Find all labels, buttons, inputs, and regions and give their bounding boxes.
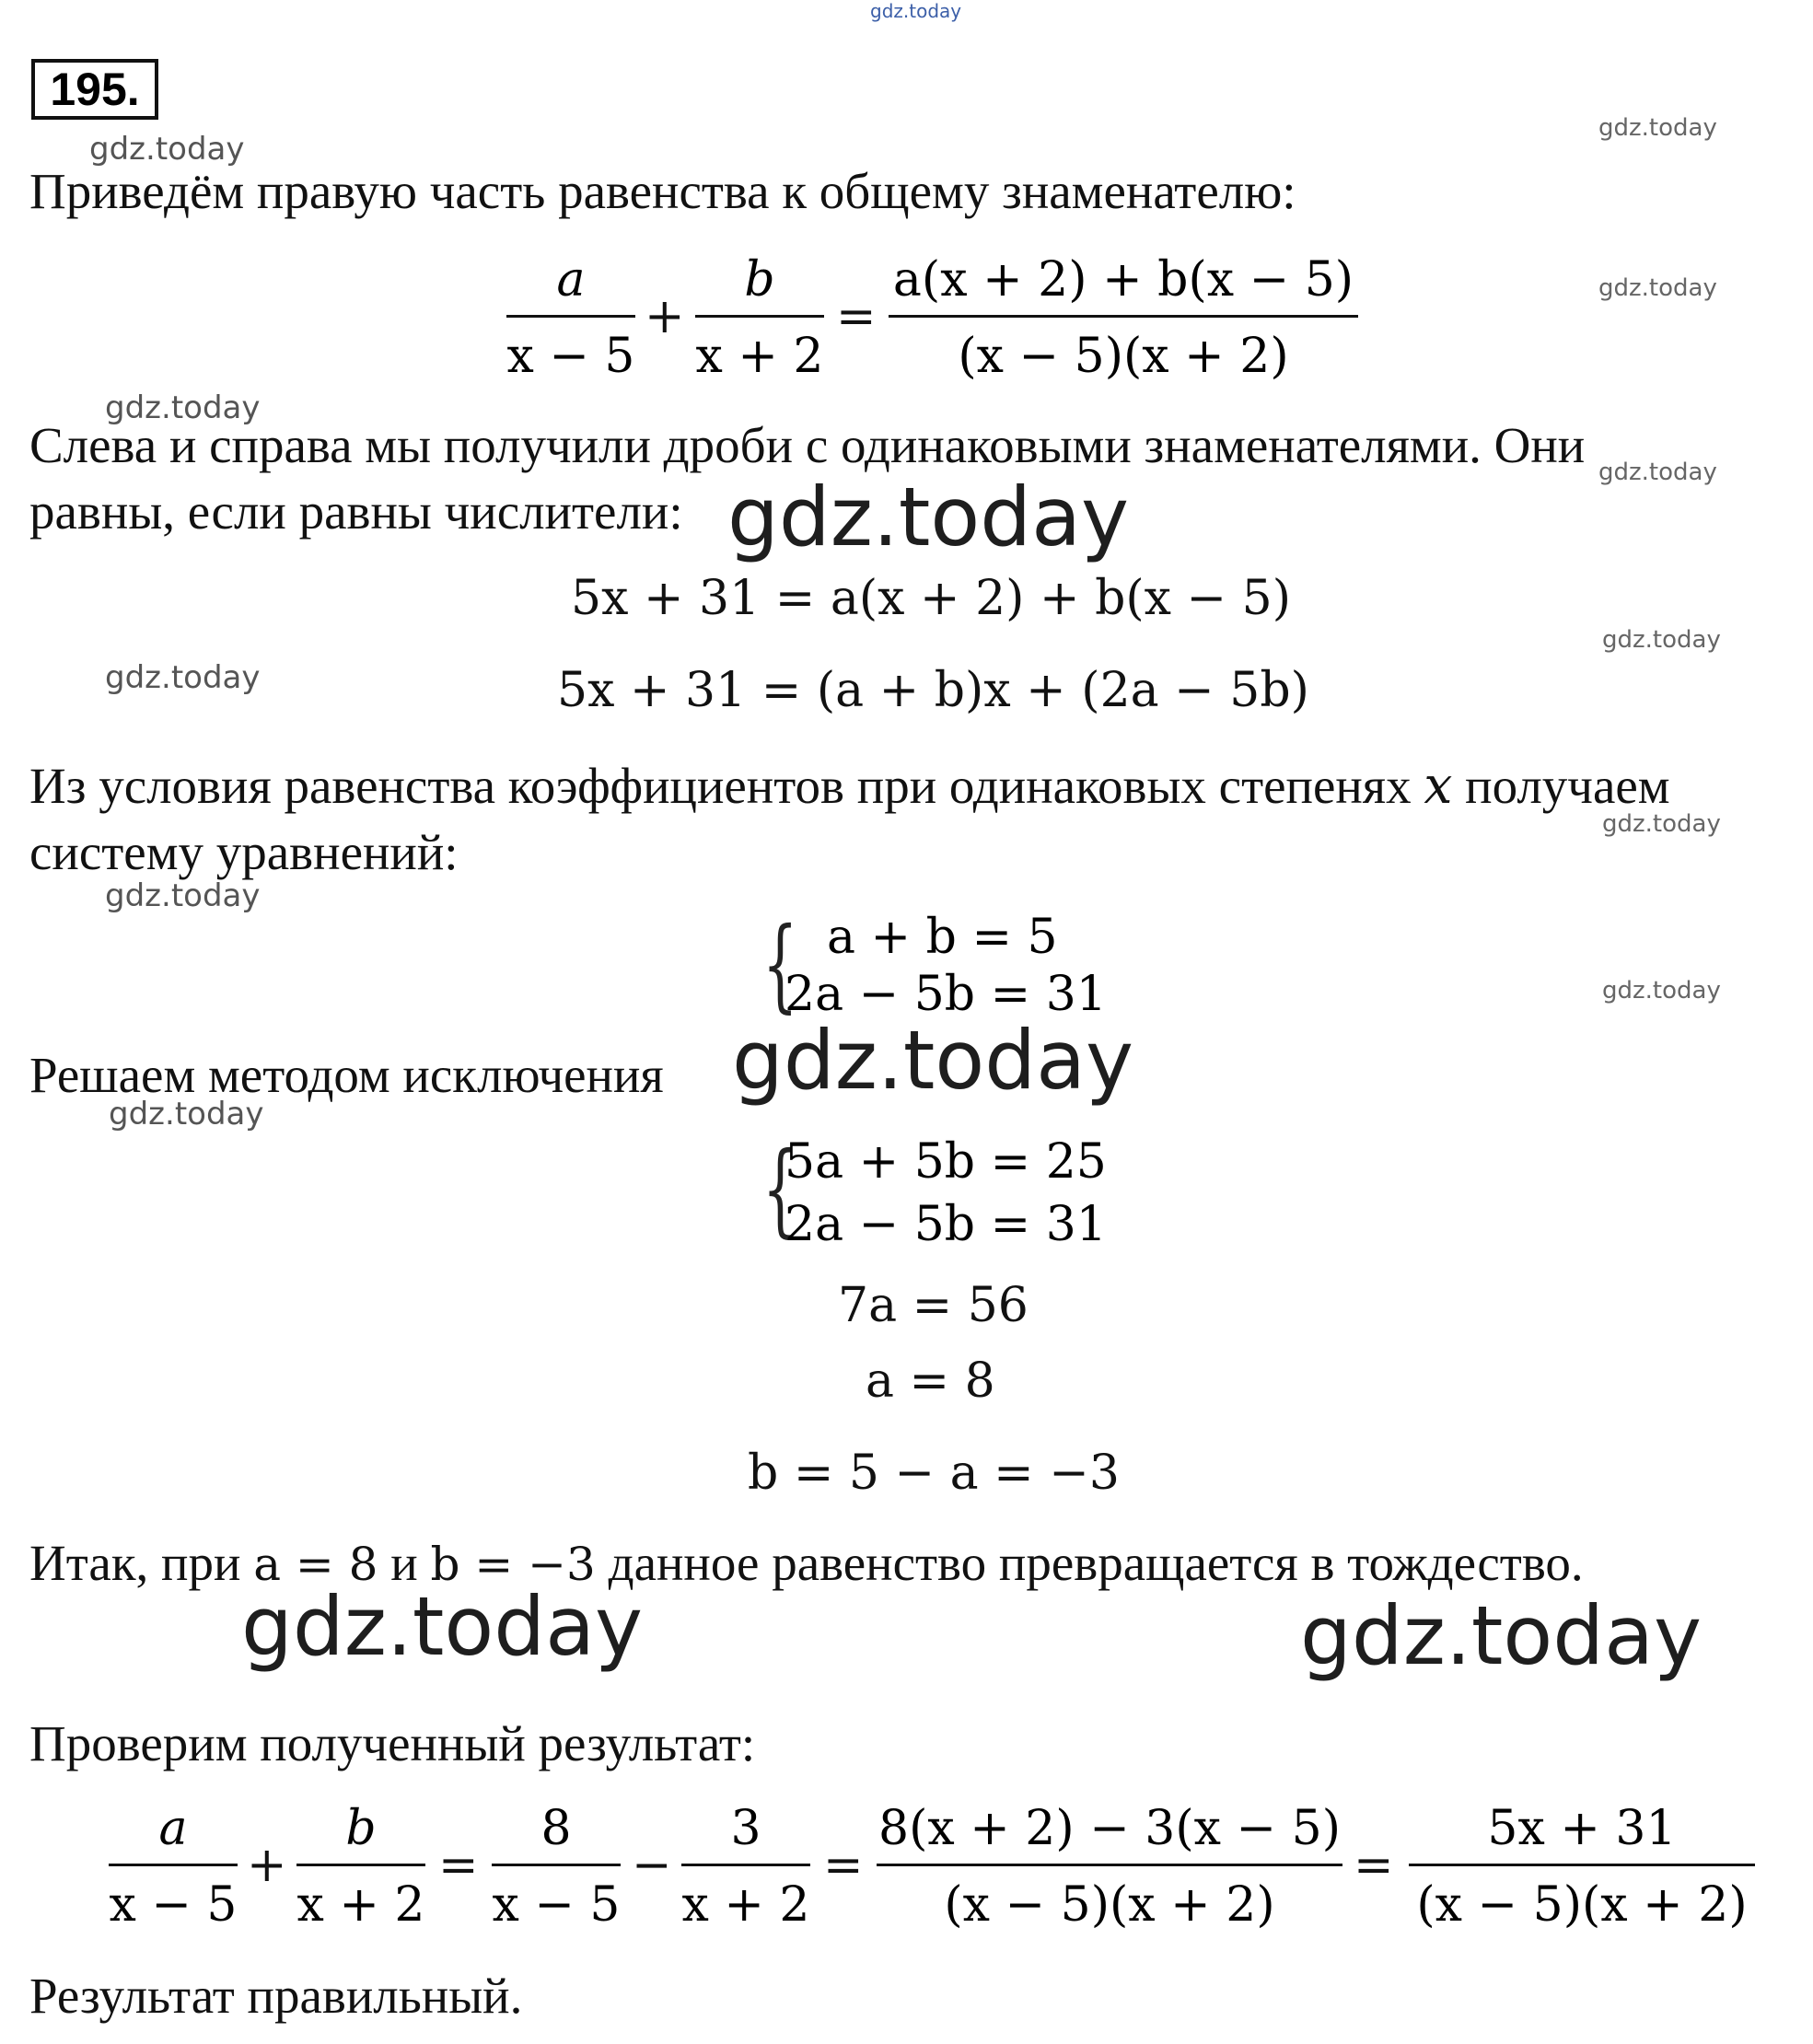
equals-sign: = — [836, 289, 877, 344]
check-fraction-3 — [681, 1801, 810, 1933]
paragraph-text: данное равенство превращается в тождество. — [608, 1535, 1584, 1591]
watermark-large: gdz.today — [241, 1579, 644, 1674]
plus-sign: + — [247, 1838, 287, 1893]
paragraph-coefficients — [29, 756, 1670, 815]
fraction-b-over-x-plus-2 — [695, 252, 824, 384]
denominator: (x − 5)(x + 2) — [1416, 1877, 1748, 1933]
numerator: b — [744, 252, 775, 308]
paragraph-conclusion — [29, 1535, 1584, 1591]
system-of-equations-2 — [762, 1130, 1131, 1258]
numerator: 8 — [540, 1801, 572, 1856]
watermark: gdz.today — [1598, 459, 1717, 486]
watermark: gdz.today — [89, 131, 245, 168]
watermark: gdz.today — [1602, 977, 1721, 1005]
numerator: 3 — [730, 1801, 761, 1856]
watermark: gdz.today — [1602, 810, 1721, 838]
value-a: a = 8 — [253, 1538, 378, 1591]
system-row: 5a + 5b = 25 — [784, 1134, 1107, 1190]
watermark: gdz.today — [109, 1096, 264, 1132]
equals-sign: = — [438, 1838, 479, 1893]
fraction-a-over-x-minus-5 — [506, 252, 635, 384]
watermark: gdz.today — [105, 389, 261, 426]
check-fraction-a — [109, 1801, 238, 1933]
equals-sign: = — [823, 1838, 864, 1893]
check-fraction-combined — [877, 1801, 1342, 1933]
numerator: 5x + 31 — [1487, 1801, 1677, 1856]
value-b: b = −3 — [430, 1538, 596, 1591]
paragraph-check: Проверим полученный результат: — [29, 1715, 756, 1771]
fraction-combined — [889, 252, 1358, 384]
system-of-equations-1 — [762, 905, 1131, 1033]
denominator: x − 5 — [506, 329, 635, 384]
site-header-watermark: gdz.today — [870, 0, 962, 22]
paragraph-text: Из условия равенства коэффициентов при одинаковых степенях — [29, 758, 1412, 814]
watermark: gdz.today — [1602, 626, 1721, 654]
equals-sign: = — [1354, 1838, 1394, 1893]
problem-number: 195. — [31, 59, 158, 120]
brace-icon: { — [762, 1130, 798, 1248]
watermark: gdz.today — [1598, 114, 1717, 142]
plus-sign: + — [645, 289, 685, 344]
watermark: gdz.today — [105, 877, 261, 914]
variable-x: x — [1424, 756, 1453, 815]
paragraph-system: систему уравнений: — [29, 824, 459, 880]
denominator: x + 2 — [296, 1877, 425, 1933]
paragraph-result-correct: Результат правильный. — [29, 1968, 523, 2024]
paragraph-text: Итак, при — [29, 1535, 241, 1591]
system-row: a + b = 5 — [827, 910, 1058, 965]
paragraph-elimination-method: Решаем методом исключения — [29, 1047, 664, 1103]
check-fraction-8 — [492, 1801, 621, 1933]
step-b: b = 5 − a = −3 — [748, 1446, 1120, 1501]
watermark-large: gdz.today — [1300, 1588, 1703, 1683]
paragraph-numerators-equal: равны, если равны числители: — [29, 483, 683, 540]
watermark-large: gdz.today — [732, 1013, 1134, 1108]
watermark: gdz.today — [105, 659, 261, 696]
denominator: x + 2 — [695, 329, 824, 384]
minus-sign: − — [632, 1838, 672, 1893]
watermark: gdz.today — [1598, 274, 1717, 302]
numerator: a — [556, 252, 586, 308]
equation-numerators: 5x + 31 = a(x + 2) + b(x − 5) — [571, 571, 1291, 626]
numerator: b — [345, 1801, 377, 1856]
denominator: x + 2 — [681, 1877, 810, 1933]
watermark-large: gdz.today — [727, 470, 1130, 564]
check-fraction-result — [1409, 1801, 1755, 1933]
denominator: x − 5 — [109, 1877, 238, 1933]
numerator: a — [158, 1801, 188, 1856]
brace-icon: { — [762, 905, 798, 1023]
paragraph-text: получаем — [1465, 758, 1670, 814]
step-7a: 7a = 56 — [838, 1278, 1029, 1333]
paragraph-same-denominators: Слева и справа мы получили дроби с одинаковыми знаменателями. Они — [29, 417, 1586, 473]
numerator: 8(x + 2) − 3(x − 5) — [877, 1801, 1342, 1856]
check-fraction-b — [296, 1801, 425, 1933]
equation-expanded: 5x + 31 = (a + b)x + (2a − 5b) — [557, 663, 1309, 718]
denominator: (x − 5)(x + 2) — [958, 329, 1289, 384]
denominator: (x − 5)(x + 2) — [944, 1877, 1275, 1933]
numerator: a(x + 2) + b(x − 5) — [892, 252, 1354, 308]
system-row: 2a − 5b = 31 — [784, 967, 1107, 1022]
denominator: x − 5 — [492, 1877, 621, 1933]
paragraph-common-denominator: Приведём правую часть равенства к общему знаменателю: — [29, 163, 1296, 219]
system-row: 2a − 5b = 31 — [784, 1197, 1107, 1252]
step-a: a = 8 — [866, 1353, 995, 1409]
paragraph-text: и — [390, 1535, 418, 1591]
